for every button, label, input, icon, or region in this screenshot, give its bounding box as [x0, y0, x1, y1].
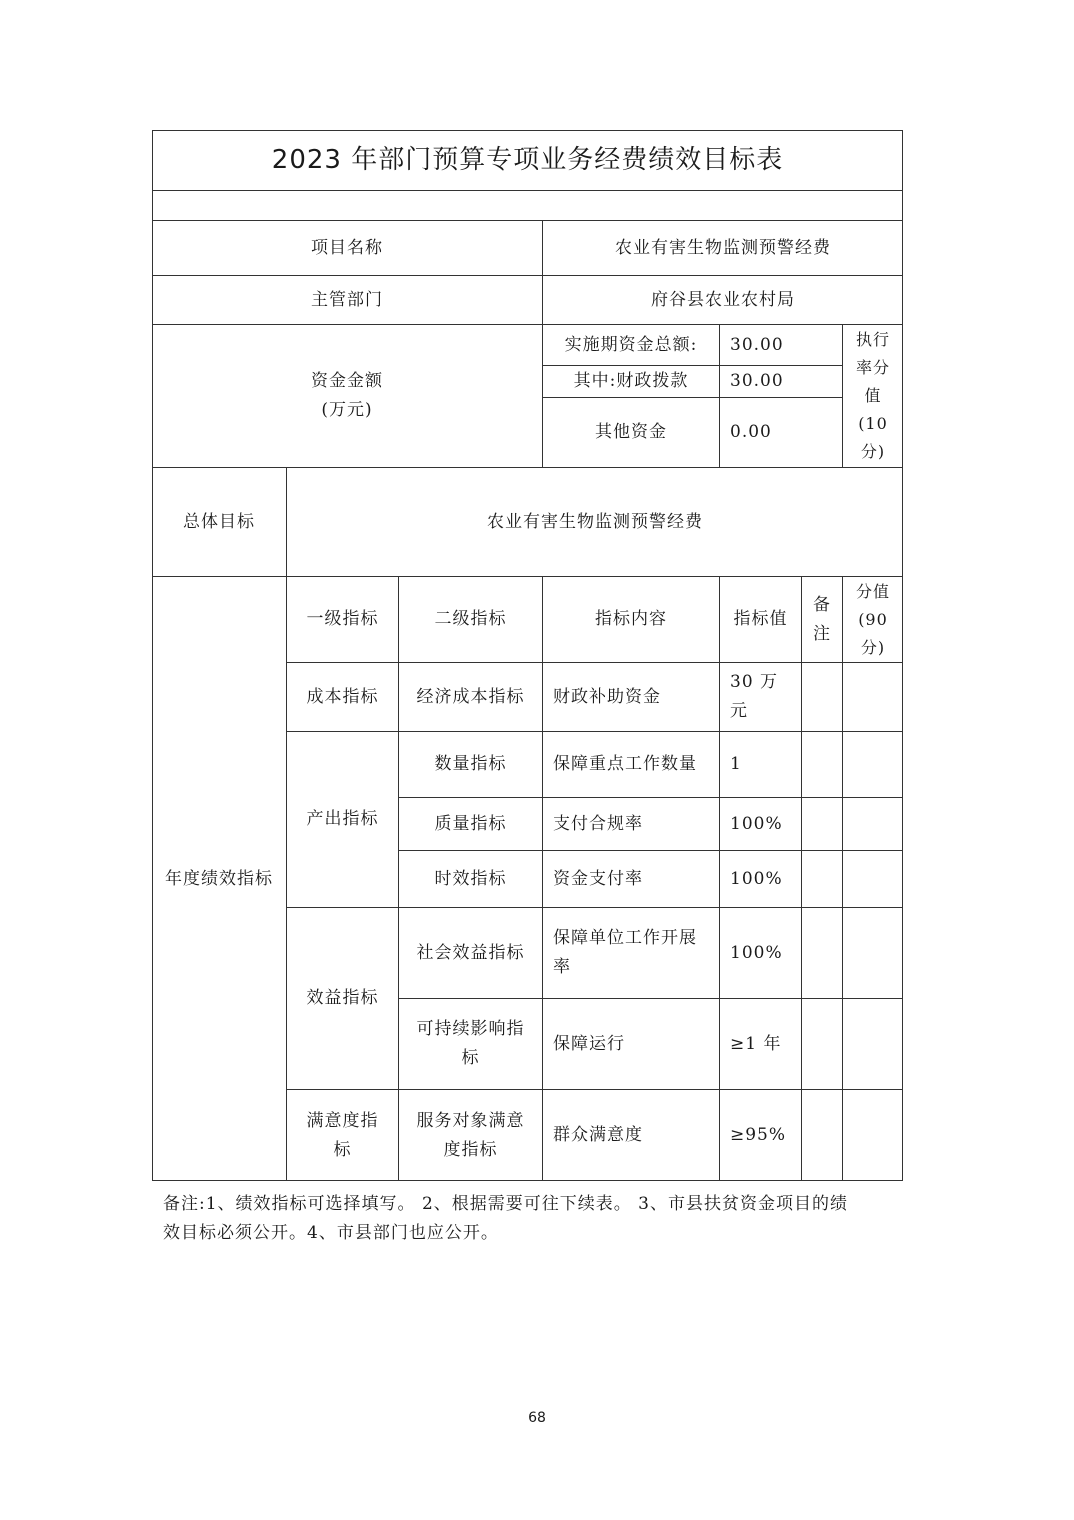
total-funds-value: 30.00 [730, 334, 784, 355]
project-name-label: 项目名称 [311, 237, 383, 258]
table-row-value: 100% [730, 813, 783, 834]
annual-indicators-label: 年度绩效指标 [165, 868, 273, 889]
level1-cost: 成本指标 [306, 686, 379, 707]
page-number: 68 [528, 1410, 546, 1426]
header-remark: 备注 [813, 594, 831, 644]
total-funds-label: 实施期资金总额: [564, 334, 698, 355]
level1-satisfaction: 满意度指标 [306, 1110, 379, 1160]
header-level1: 一级指标 [306, 609, 379, 629]
table-row-content: 保障单位工作开展率 [553, 928, 697, 977]
funds-label: 资金金额 [311, 371, 383, 391]
table-row-value: 100% [730, 942, 783, 963]
header-level2: 二级指标 [434, 609, 507, 629]
dept-label: 主管部门 [311, 289, 383, 310]
table-row-value: ≥1 年 [730, 1033, 782, 1054]
overall-goal-value: 农业有害生物监测预警经费 [487, 511, 703, 532]
table-row-content: 保障重点工作数量 [553, 754, 697, 774]
table-row-content: 保障运行 [553, 1033, 625, 1054]
table-row-level2: 服务对象满意度指标 [416, 1110, 525, 1160]
project-name-value: 农业有害生物监测预警经费 [615, 237, 831, 258]
table-row-content: 支付合规率 [553, 813, 643, 834]
table-row-content: 群众满意度 [553, 1125, 643, 1145]
divider [801, 576, 802, 1181]
funds-unit: (万元) [321, 400, 373, 420]
funds-label-block [152, 325, 542, 467]
table-row-level2: 数量指标 [434, 754, 507, 774]
header-value: 指标值 [733, 609, 788, 629]
fiscal-funds-value: 30.00 [730, 371, 784, 391]
table-row-value: ≥95% [730, 1125, 787, 1145]
table-row-value: 30 万元 [730, 672, 779, 721]
footnote: 备注:1、绩效指标可选择填写。 2、根据需要可往下续表。 3、市县扶贫资金项目的绩效目标必须公开。4、市县部门也应公开。 [163, 1194, 848, 1243]
other-funds-label: 其他资金 [595, 422, 667, 442]
divider [842, 576, 843, 1181]
page-title: 2023 年部门预算专项业务经费绩效目标表 [271, 145, 784, 175]
header-score: 分值(90分) [855, 581, 890, 657]
table-row-content: 资金支付率 [553, 868, 643, 889]
dept-value: 府谷县农业农村局 [651, 289, 795, 310]
table-row-content: 财政补助资金 [553, 686, 661, 707]
other-funds-value: 0.00 [730, 422, 772, 442]
header-content: 指标内容 [595, 609, 667, 629]
level1-output: 产出指标 [306, 809, 379, 829]
table-row-value: 100% [730, 868, 783, 889]
table-row-level2: 社会效益指标 [416, 942, 525, 963]
fiscal-funds-label: 其中:财政拨款 [573, 371, 689, 391]
table-row-value: 1 [730, 754, 742, 774]
divider [152, 190, 903, 191]
table-row-level2: 经济成本指标 [416, 686, 525, 707]
table-row-level2: 时效指标 [434, 868, 507, 889]
table-row-level2: 质量指标 [434, 813, 507, 834]
overall-goal-label: 总体目标 [183, 511, 255, 532]
exec-rate-label: 执行率分值(10分) [855, 330, 890, 461]
table-row-level2: 可持续影响指标 [416, 1019, 525, 1068]
level1-benefit: 效益指标 [306, 988, 379, 1008]
